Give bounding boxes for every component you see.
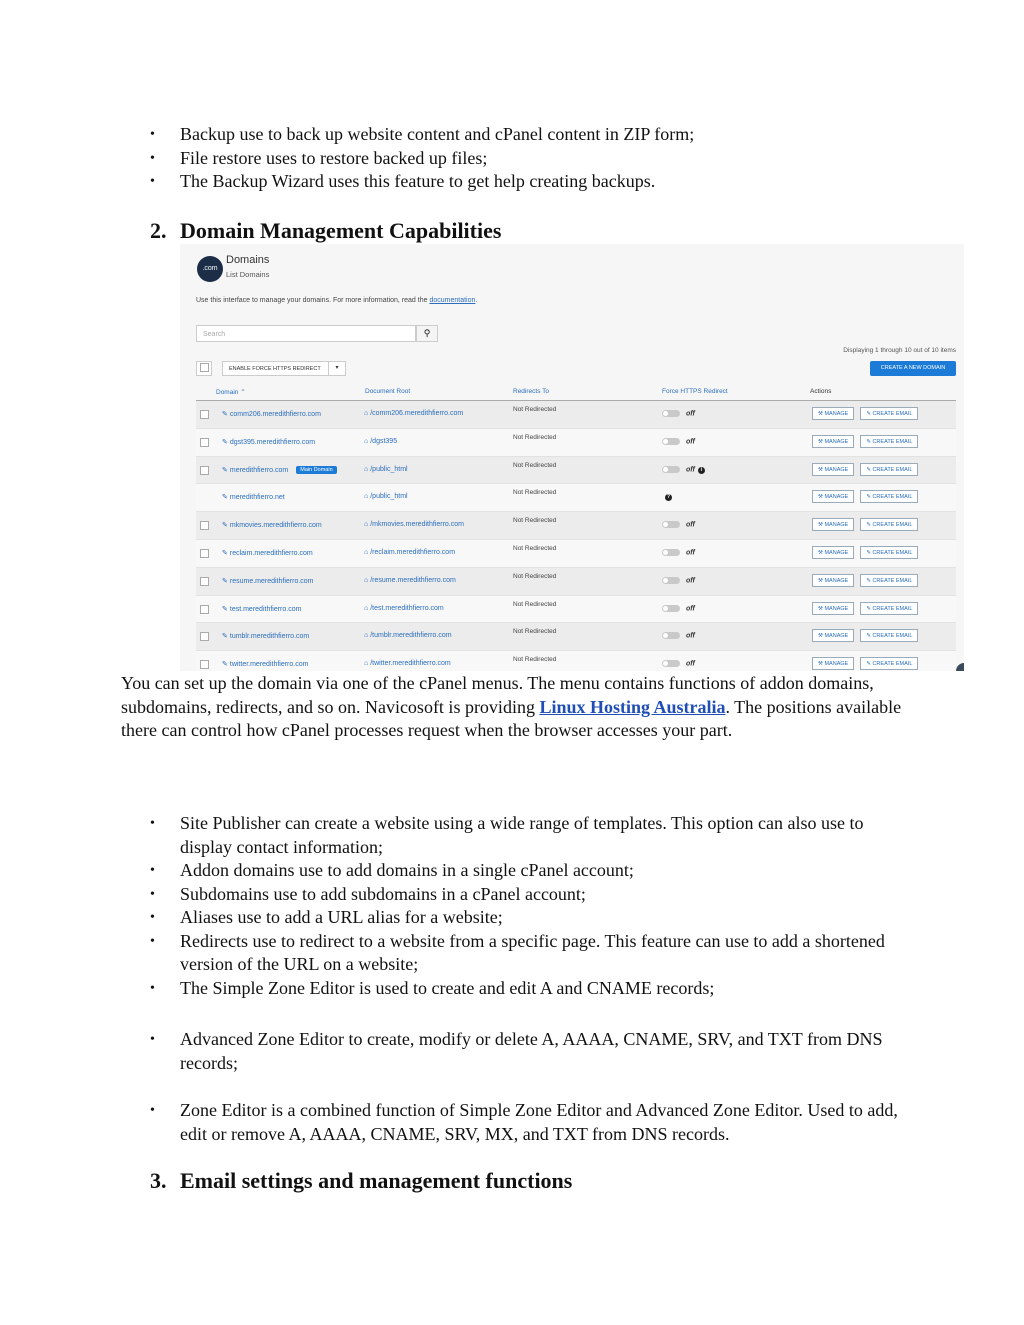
list-item: • Subdomains use to add subdomains in a cPanel account;	[150, 883, 586, 904]
list-item: • The Backup Wizard uses this feature to get help creating backups.	[150, 171, 656, 191]
wrench-icon: ⚒	[818, 494, 823, 501]
create-email-button[interactable]: ✎ CREATE EMAIL	[860, 602, 918, 615]
create-email-button[interactable]: ✎ CREATE EMAIL	[860, 407, 918, 420]
toggle-switch-icon[interactable]	[662, 632, 680, 639]
main-domain-badge: Main Domain	[296, 466, 336, 474]
backup-list	[150, 123, 910, 194]
domain-link[interactable]: ✎ test.meredithfierro.com	[222, 605, 302, 613]
pagination-info: Displaying 1 through 10 out of 10 items	[843, 347, 956, 354]
column-redirects[interactable]: Redirects To	[513, 388, 550, 395]
external-link-icon: ✎	[222, 549, 228, 557]
wrench-icon: ⚒	[818, 466, 823, 473]
intro-text: Use this interface to manage your domains. For more information, read the documentation.	[196, 297, 478, 304]
https-toggle[interactable]: off	[662, 438, 695, 445]
wrench-icon: ⚒	[818, 633, 823, 640]
column-domain[interactable]: Domain ⌃	[216, 389, 246, 396]
toggle-switch-icon[interactable]	[662, 577, 680, 584]
list-item: • Zone Editor is a combined function of Simple Zone Editor and Advanced Zone Editor. Used to add, edit or remove A, AAAA, CNAME, SRV, MX, and TXT from DNS records.	[150, 1100, 898, 1144]
external-link-icon: ✎	[222, 494, 228, 502]
domain-features-list	[150, 812, 910, 1000]
row-checkbox[interactable]	[200, 549, 209, 560]
toggle-switch-icon[interactable]	[662, 438, 680, 445]
domain-paragraph: You can set up the domain via one of the cPanel menus. The menu contains functions of addon domains, subdomains, redirects, and so on. Navicosoft is providing Linux Hosting Australia. The positions available there can control how cPanel processes request when the browser accesses your part.	[121, 673, 902, 740]
table-row	[196, 401, 956, 429]
advanced-zone-list	[150, 1028, 910, 1075]
redirect-status: Not Redirected	[513, 489, 557, 497]
edit-icon: ✎	[866, 438, 871, 445]
search-icon[interactable]: ⚲	[416, 325, 438, 342]
document-root-link[interactable]: ⌂ /reclaim.meredithfierro.com	[364, 548, 456, 556]
info-icon[interactable]: i	[698, 467, 705, 474]
create-email-button[interactable]: ✎ CREATE EMAIL	[860, 629, 918, 642]
row-checkbox[interactable]	[200, 410, 209, 421]
external-link-icon: ✎	[222, 466, 228, 474]
domain-link[interactable]: ✎ twitter.meredithfierro.com	[222, 661, 309, 669]
table-row	[196, 596, 956, 624]
row-actions	[812, 602, 924, 615]
document-root-link[interactable]: ⌂ /dgst395	[364, 437, 398, 445]
manage-button[interactable]: ⚒ MANAGE	[812, 546, 854, 559]
column-https[interactable]: Force HTTPS Redirect	[662, 388, 728, 395]
sort-up-icon[interactable]: ⌃	[240, 389, 246, 396]
home-icon: ⌂	[364, 521, 369, 529]
document-root-link[interactable]: ⌂ /resume.meredithfierro.com	[364, 576, 456, 584]
https-toggle[interactable]: off	[662, 577, 695, 584]
row-actions	[812, 657, 924, 670]
table-row	[196, 540, 956, 568]
page-subtitle: List Domains	[226, 270, 270, 279]
domains-table	[196, 401, 956, 671]
redirect-status: Not Redirected	[513, 572, 557, 580]
row-checkbox[interactable]	[200, 632, 209, 643]
wrench-icon: ⚒	[818, 577, 823, 584]
manage-button[interactable]: ⚒ MANAGE	[812, 435, 854, 448]
row-actions	[812, 490, 924, 503]
document-root-link[interactable]: ⌂ /public_html	[364, 493, 408, 501]
redirect-status: Not Redirected	[513, 544, 557, 552]
list-item: • Site Publisher can create a website using a wide range of templates. This option can also use to display contact information;	[150, 813, 864, 857]
page-title: Domains	[226, 254, 270, 266]
zone-editor-list	[150, 1099, 910, 1146]
edit-icon: ✎	[866, 411, 871, 417]
redirect-status: Not Redirected	[513, 461, 557, 469]
table-row	[196, 512, 956, 540]
external-link-icon: ✎	[222, 661, 228, 669]
https-toggle[interactable]: off i	[662, 466, 705, 474]
home-icon: ⌂	[364, 548, 369, 556]
toggle-switch-icon[interactable]	[662, 549, 680, 556]
domain-link[interactable]: ✎ meredithfierro.net	[222, 494, 285, 502]
home-icon: ⌂	[364, 632, 369, 640]
toggle-switch-icon[interactable]	[662, 521, 680, 528]
home-icon: ⌂	[364, 604, 369, 612]
wrench-icon: ⚒	[818, 549, 823, 556]
wrench-icon: ⚒	[818, 605, 823, 612]
caret-down-icon[interactable]: ▾	[328, 362, 345, 375]
https-toggle[interactable]: off	[662, 660, 695, 667]
https-unavailable	[662, 493, 672, 501]
domain-link[interactable]: ✎ meredithfierro.com Main Domain	[222, 466, 337, 474]
manage-button[interactable]: ⚒ MANAGE	[812, 602, 854, 615]
home-icon: ⌂	[364, 410, 369, 417]
list-item: • Aliases use to add a URL alias for a website;	[150, 907, 503, 927]
wrench-icon: ⚒	[818, 661, 823, 668]
corner-decoration	[956, 663, 964, 671]
wrench-icon: ⚒	[818, 411, 823, 417]
row-checkbox[interactable]	[200, 438, 209, 449]
manage-button[interactable]: ⚒ MANAGE	[812, 629, 854, 642]
external-link-icon: ✎	[222, 411, 228, 418]
https-toggle[interactable]: off	[662, 549, 695, 556]
toggle-switch-icon[interactable]	[662, 605, 680, 612]
row-actions	[812, 407, 924, 420]
row-checkbox[interactable]	[200, 521, 209, 532]
row-checkbox[interactable]	[200, 577, 209, 588]
external-link-icon: ✎	[222, 605, 228, 613]
home-icon: ⌂	[364, 465, 369, 473]
document-root-link[interactable]: ⌂ /public_html	[364, 465, 408, 473]
section-heading-domain: 2. Domain Management Capabilities	[150, 218, 502, 243]
manage-button[interactable]: ⚒ MANAGE	[812, 463, 854, 476]
wrench-icon: ⚒	[818, 522, 823, 529]
create-email-button[interactable]: ✎ CREATE EMAIL	[860, 546, 918, 559]
redirect-status: Not Redirected	[513, 656, 557, 664]
list-item: • Advanced Zone Editor to create, modify or delete A, AAAA, CNAME, SRV, and TXT from DNS records;	[150, 1029, 883, 1073]
external-link-icon: ✎	[222, 438, 228, 446]
home-icon: ⌂	[364, 576, 369, 584]
cpanel-domains-screenshot	[180, 244, 964, 671]
manage-button[interactable]: ⚒ MANAGE	[812, 518, 854, 531]
select-all-checkbox[interactable]	[196, 361, 212, 376]
create-email-button[interactable]: ✎ CREATE EMAIL	[860, 435, 918, 448]
home-icon: ⌂	[364, 493, 369, 501]
domain-link[interactable]: ✎ dgst395.meredithfierro.com	[222, 438, 316, 446]
table-row	[196, 429, 956, 457]
table-header	[196, 386, 956, 401]
domain-link[interactable]: ✎ tumblr.meredithfierro.com	[222, 633, 310, 641]
force-https-button[interactable]: ENABLE FORCE HTTPS REDIRECT ▾	[222, 361, 346, 376]
redirect-status: Not Redirected	[513, 600, 557, 608]
edit-icon: ✎	[866, 605, 871, 612]
toggle-switch-icon[interactable]	[662, 466, 680, 473]
redirect-status: Not Redirected	[513, 433, 557, 441]
create-email-button[interactable]: ✎ CREATE EMAIL	[860, 657, 918, 670]
row-checkbox[interactable]	[200, 605, 209, 616]
table-row	[196, 568, 956, 596]
manage-button[interactable]: ⚒ MANAGE	[812, 407, 854, 420]
external-link-icon: ✎	[222, 577, 228, 585]
column-root[interactable]: Document Root	[365, 388, 411, 395]
list-item: • Addon domains use to add domains in a single cPanel account;	[150, 860, 634, 880]
redirect-status: Not Redirected	[513, 406, 557, 413]
https-toggle[interactable]: off	[662, 410, 695, 417]
edit-icon: ✎	[866, 633, 871, 640]
list-item: • Redirects use to redirect to a website from a specific page. This feature can use to add a shortened version of the URL on a website;	[150, 930, 885, 974]
redirect-status: Not Redirected	[513, 517, 557, 525]
toggle-switch-icon[interactable]	[662, 410, 680, 417]
https-toggle[interactable]: off	[662, 605, 695, 612]
external-link-icon: ✎	[222, 522, 228, 530]
list-item: • The Simple Zone Editor is used to create and edit A and CNAME records;	[150, 977, 715, 998]
help-icon[interactable]: ?	[666, 494, 671, 501]
row-checkbox[interactable]	[200, 466, 209, 477]
documentation-link[interactable]: documentation	[429, 297, 476, 304]
document-root-link[interactable]: ⌂ /tumblr.meredithfierro.com	[364, 632, 452, 640]
table-row	[196, 623, 956, 651]
domains-logo-icon: .com	[197, 256, 223, 282]
row-actions	[812, 435, 924, 448]
edit-icon: ✎	[866, 466, 871, 473]
domain-link[interactable]: ✎ mkmovies.meredithfierro.com	[222, 522, 322, 530]
redirect-status: Not Redirected	[513, 628, 557, 636]
wrench-icon: ⚒	[818, 438, 823, 445]
linux-hosting-link[interactable]: Linux Hosting Australia	[539, 696, 726, 717]
document-root-link[interactable]: ⌂ /test.meredithfierro.com	[364, 604, 444, 612]
domain-link[interactable]: ✎ resume.meredithfierro.com	[222, 577, 314, 585]
create-email-button[interactable]: ✎ CREATE EMAIL	[860, 490, 918, 503]
table-row	[196, 484, 956, 512]
create-email-button[interactable]: ✎ CREATE EMAIL	[860, 518, 918, 531]
manage-button[interactable]: ⚒ MANAGE	[812, 574, 854, 587]
edit-icon: ✎	[866, 661, 871, 668]
edit-icon: ✎	[866, 494, 871, 501]
create-email-button[interactable]: ✎ CREATE EMAIL	[860, 574, 918, 587]
create-domain-button[interactable]: CREATE A NEW DOMAIN	[870, 361, 956, 376]
row-actions	[812, 574, 924, 587]
external-link-icon: ✎	[222, 633, 228, 641]
row-actions	[812, 463, 924, 476]
https-toggle[interactable]: off	[662, 521, 695, 528]
section-heading-email: 3. Email settings and management functions	[150, 1168, 573, 1193]
edit-icon: ✎	[866, 577, 871, 584]
document-root-link[interactable]: ⌂ /comm206.meredithfierro.com	[364, 410, 464, 417]
domain-link[interactable]: ✎ reclaim.meredithfierro.com	[222, 549, 313, 557]
create-email-button[interactable]: ✎ CREATE EMAIL	[860, 463, 918, 476]
column-actions: Actions	[810, 388, 832, 395]
manage-button[interactable]: ⚒ MANAGE	[812, 657, 854, 670]
edit-icon: ✎	[866, 549, 871, 556]
row-actions	[812, 546, 924, 559]
document-root-link[interactable]: ⌂ /mkmovies.meredithfierro.com	[364, 521, 464, 529]
home-icon: ⌂	[364, 660, 369, 668]
search-input[interactable]: Search	[196, 325, 416, 342]
table-row	[196, 651, 956, 671]
toggle-switch-icon[interactable]	[662, 660, 680, 667]
document-root-link[interactable]: ⌂ /twitter.meredithfierro.com	[364, 660, 451, 668]
row-checkbox[interactable]	[200, 660, 209, 671]
manage-button[interactable]: ⚒ MANAGE	[812, 490, 854, 503]
https-toggle[interactable]: off	[662, 632, 695, 639]
domain-link[interactable]: ✎ comm206.meredithfierro.com	[222, 411, 321, 418]
list-item: • Backup use to back up website content and cPanel content in ZIP form;	[150, 124, 695, 144]
edit-icon: ✎	[866, 522, 871, 529]
row-actions	[812, 629, 924, 642]
list-item: • File restore uses to restore backed up files;	[150, 147, 488, 168]
home-icon: ⌂	[364, 437, 369, 445]
table-row	[196, 457, 956, 485]
row-actions	[812, 518, 924, 531]
